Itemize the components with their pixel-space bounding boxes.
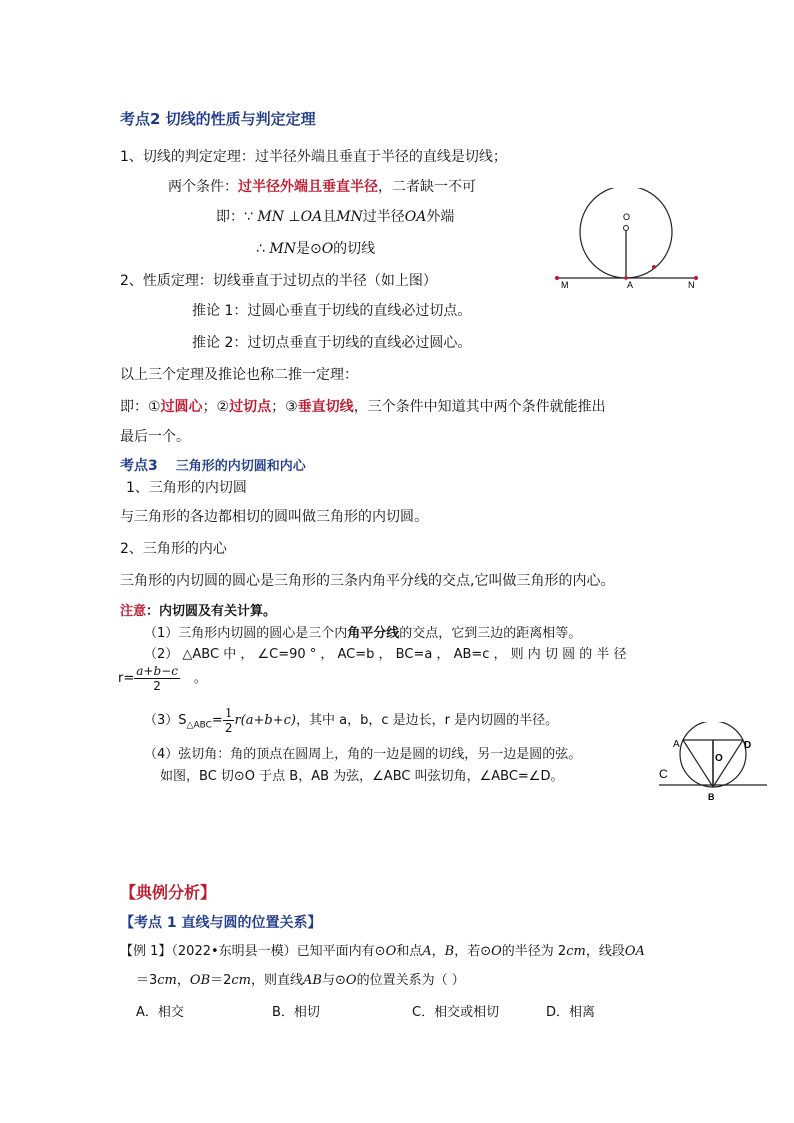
math-var: MN — [336, 209, 363, 225]
text-line — [168, 176, 476, 196]
text-span: 的交点，它到三边的距离相等。 — [399, 626, 582, 641]
chord-ab — [683, 740, 713, 787]
highlight-text: 垂直切线 — [297, 399, 354, 415]
text-line: 以上三个定理及推论也称二推一定理： — [120, 367, 358, 383]
example-heading: 【典例分析】 — [120, 883, 217, 902]
label-n: N — [688, 280, 695, 290]
text-span: r= — [118, 671, 135, 686]
label-b: B — [708, 792, 715, 802]
text-line: 1、切线的判定定理：过半径外端且垂直于半径的直线是切线； — [120, 149, 507, 165]
title-part: 考点3 — [120, 458, 158, 474]
text-line — [256, 238, 375, 258]
math-var: O — [321, 241, 334, 257]
label-o: O — [623, 212, 631, 222]
text-span: 外端 — [426, 209, 455, 225]
point-m — [555, 276, 559, 280]
text-span: ，其中 a，b，c 是边长，r 是内切圆的半径。 — [295, 713, 559, 728]
fraction-den: 2 — [153, 679, 161, 693]
label-o: O — [715, 753, 723, 764]
text-span: ；② — [202, 399, 230, 415]
text-span: ，若⊙ — [454, 944, 492, 959]
math-var: A — [422, 944, 432, 959]
text-span: 与⊙ — [321, 973, 346, 988]
text-span: （1）三角形内切圆的圆心是三个内 — [144, 626, 348, 641]
text-line — [144, 622, 581, 641]
chord-tangent-figure — [655, 722, 770, 804]
section-title-tangent: 考点2 切线的性质与判定定理 — [120, 110, 316, 128]
text-line: 三角形的内切圆的圆心是三角形的三条内角平分线的交点,它叫做三角形的内心。 — [120, 573, 615, 589]
text-span: ∴ — [256, 241, 270, 257]
text-span: ， — [176, 973, 190, 988]
question-line — [120, 940, 645, 959]
label-d: D — [744, 740, 752, 751]
text-span: 的半径为 2 — [501, 944, 567, 959]
highlight-text: 过圆心 — [160, 399, 203, 415]
note-text: ：内切圆及有关计算。 — [146, 604, 277, 619]
math-var: OB — [189, 973, 211, 988]
note-line — [120, 600, 276, 619]
label-c: C — [659, 767, 668, 781]
math-var: MN — [257, 209, 284, 225]
bold-text: 角平分线 — [347, 626, 400, 641]
highlight-text: 过半径外端且垂直半径 — [238, 179, 378, 195]
text-span: 是⊙ — [295, 241, 322, 257]
text-span: 且 — [322, 209, 337, 225]
option-c: C．相交或相切 — [412, 1005, 500, 1020]
text-span: （3）S — [144, 713, 187, 728]
text-line: 推论 2：过切点垂直于切线的直线必过圆心。 — [192, 335, 472, 351]
text-line: 2、性质定理：切线垂直于过切点的半径（如上图） — [120, 273, 437, 289]
math-var: AB — [303, 973, 322, 988]
fraction — [134, 664, 180, 693]
text-line: （2） △ABC 中 ， ∠C=90 ° ， AC=b ， BC=a ， AB=c ， 则 内 切 圆 的 半 径 — [144, 647, 627, 662]
text-span: ⊥ — [283, 209, 301, 225]
section-title-incircle — [120, 455, 306, 475]
text-span: ，三个条件中知道其中两个条件就能推出 — [353, 399, 606, 415]
point-n — [694, 276, 698, 280]
text-span: ＝3 — [136, 973, 158, 988]
circle-point — [652, 265, 656, 269]
math-var: OA — [404, 209, 427, 225]
text-span: 【例 1】（2022•东明县一模）已知平面内有⊙ — [120, 944, 386, 959]
text-span: 即：∵ — [216, 209, 258, 225]
text-line: 1、三角形的内切圆 — [126, 480, 247, 496]
text-span: ，线段 — [585, 944, 625, 959]
text-span: 。 — [193, 671, 207, 686]
highlight-text: 过切点 — [229, 399, 272, 415]
math-var: OA — [624, 944, 645, 959]
math-var: O — [345, 973, 357, 988]
formula-radius — [118, 664, 207, 693]
text-line: 最后一个。 — [120, 429, 190, 445]
text-line: 推论 1：过圆心垂直于切线的直线必过切点。 — [192, 303, 472, 319]
text-line: 2、三角形的内心 — [120, 541, 227, 557]
text-span: ＝2 — [210, 973, 232, 988]
fraction — [223, 706, 235, 735]
question-line — [136, 969, 465, 988]
subscript: △ABC — [186, 720, 212, 731]
text-span: 即：① — [120, 399, 161, 415]
tangent-figure — [550, 188, 710, 298]
label-a: A — [627, 280, 634, 290]
math-var: cm — [566, 944, 586, 959]
text-span: 和点 — [396, 944, 423, 959]
math-var: OA — [300, 209, 323, 225]
label-a: A — [673, 739, 680, 750]
note-label: 注意 — [120, 604, 147, 619]
option-b: B．相切 — [272, 1005, 320, 1020]
example-subheading: 【考点 1 直线与圆的位置关系】 — [120, 915, 322, 931]
text-span: 的位置关系为（ ） — [356, 973, 465, 988]
text-line: 与三角形的各边都相切的圆叫做三角形的内切圆。 — [120, 509, 428, 525]
text-span: 过半径 — [362, 209, 405, 225]
text-line — [120, 396, 606, 416]
text-span: ；③ — [271, 399, 298, 415]
math-var: O — [491, 944, 502, 959]
center-point — [624, 226, 629, 231]
text-line — [216, 206, 454, 226]
label-m: M — [561, 280, 569, 290]
text-span: ，则直线 — [251, 973, 304, 988]
fraction-num: 1 — [224, 706, 233, 720]
text-span: ， — [431, 944, 445, 959]
math-var: MN — [269, 241, 296, 257]
math-expr: r(a+b+c) — [234, 713, 296, 728]
text-span: = — [211, 713, 223, 728]
text-span: 的切线 — [333, 241, 376, 257]
text-line: 如图，BC 切⊙O 于点 B，AB 为弦，∠ABC 叫弦切角，∠ABC=∠D。 — [160, 769, 564, 784]
text-span: 两个条件： — [168, 179, 238, 195]
math-var: B — [444, 944, 455, 959]
text-line: （4）弦切角：角的顶点在圆周上，角的一边是圆的切线，另一边是圆的弦。 — [144, 747, 582, 762]
option-d: D．相离 — [546, 1005, 596, 1020]
option-a: A．相交 — [136, 1005, 184, 1020]
text-span: ，二者缺一不可 — [378, 179, 476, 195]
math-var: cm — [231, 973, 252, 988]
math-var: O — [385, 944, 397, 959]
title-part: 三角形的内切圆和内心 — [175, 459, 306, 474]
formula-area — [144, 706, 558, 735]
fraction-num: a+b−c — [136, 664, 178, 678]
math-var: cm — [157, 973, 177, 988]
fraction-den: 2 — [224, 721, 233, 735]
